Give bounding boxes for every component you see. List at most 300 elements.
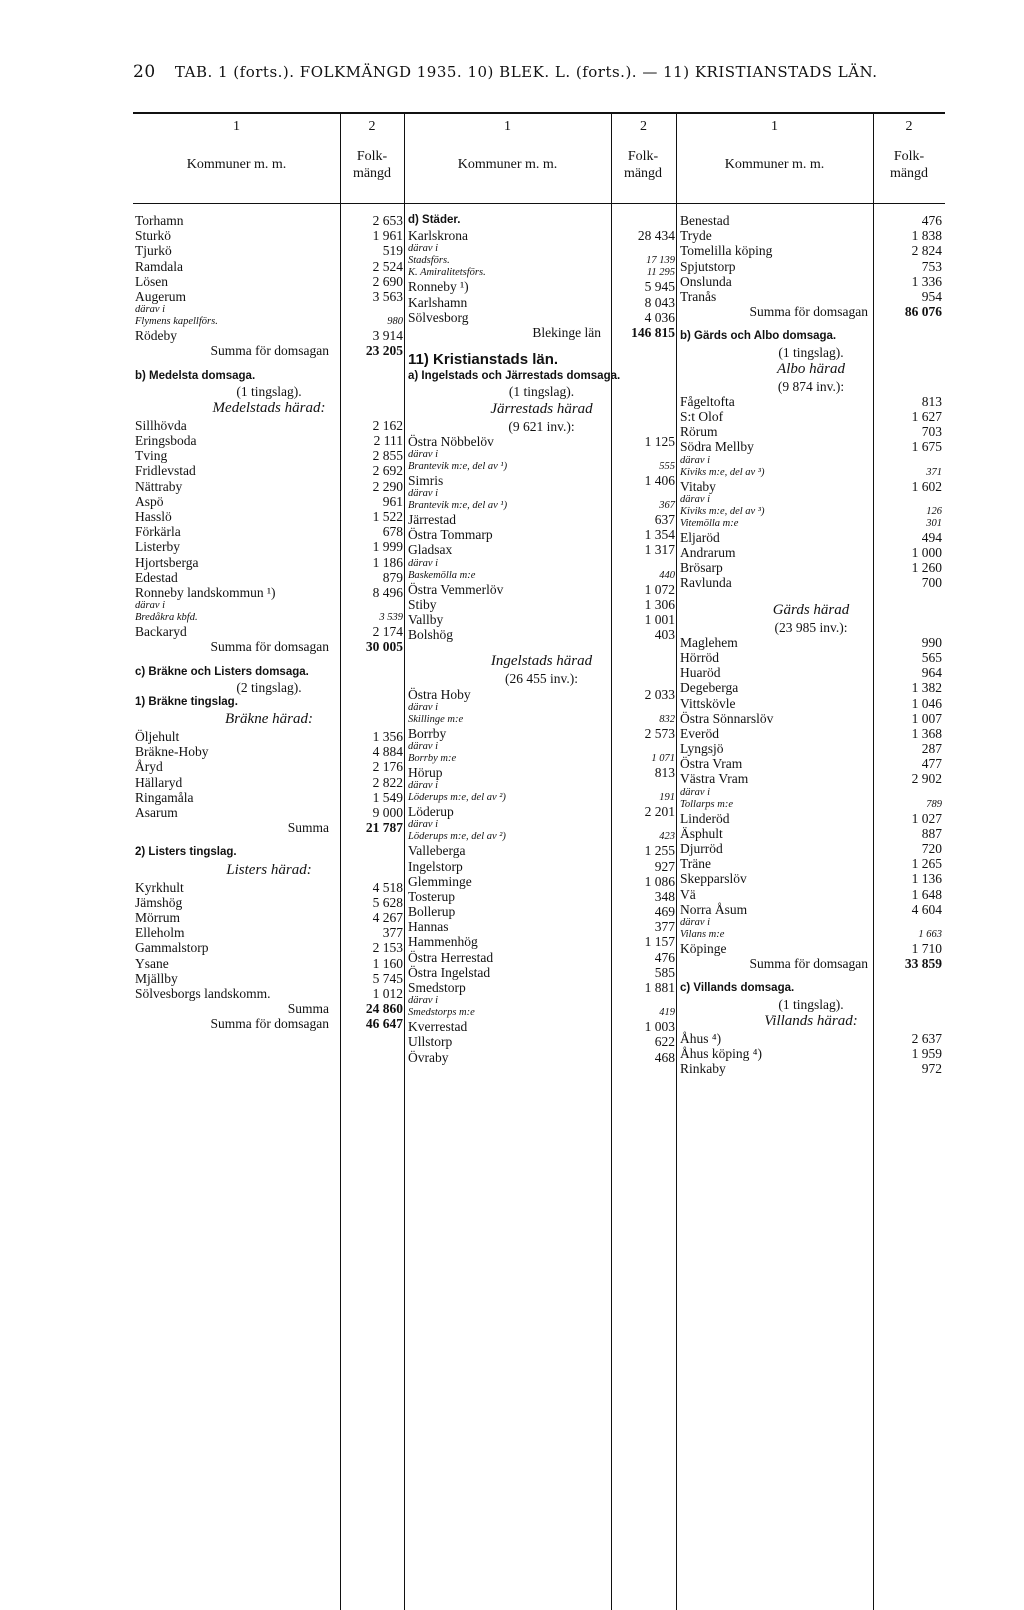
row-value: 469 bbox=[654, 904, 675, 920]
row-value: 86 076 bbox=[904, 304, 942, 320]
row-label: Stadsförs. bbox=[408, 255, 450, 267]
row-label: (1 tingslag). bbox=[778, 344, 844, 360]
table-row bbox=[680, 887, 942, 902]
row-value: 2 637 bbox=[911, 1030, 942, 1046]
section-heading bbox=[135, 369, 403, 384]
sub-row bbox=[408, 792, 675, 804]
table-row bbox=[680, 409, 942, 424]
row-value: 419 bbox=[659, 1007, 675, 1019]
row-value: 2 902 bbox=[911, 771, 942, 787]
row-label: Östra Ingelstad bbox=[408, 964, 491, 980]
table-row bbox=[680, 243, 942, 258]
row-value: 622 bbox=[654, 1034, 675, 1050]
row-label: c) Bräkne och Listers domsaga. bbox=[135, 665, 309, 678]
row-label: Lyngsjö bbox=[680, 741, 724, 757]
row-value: 367 bbox=[659, 500, 675, 512]
header-divider-rule bbox=[133, 203, 945, 204]
row-value: 440 bbox=[659, 569, 675, 581]
row-label: Kiviks m:e, del av ³) bbox=[680, 505, 765, 517]
row-label: Gärds härad bbox=[772, 601, 850, 618]
sub-row bbox=[680, 799, 942, 811]
row-label: Maglehem bbox=[680, 634, 738, 650]
row-label: Ullstorp bbox=[408, 1034, 453, 1050]
sub-row bbox=[408, 1007, 675, 1019]
table-row bbox=[408, 919, 675, 934]
sub-row bbox=[408, 267, 675, 279]
table-row bbox=[408, 980, 675, 995]
table-row bbox=[408, 1034, 675, 1049]
row-label: Tranås bbox=[680, 288, 717, 304]
row-value: 1 627 bbox=[911, 409, 942, 425]
table-row bbox=[135, 805, 403, 820]
row-label: Eringsboda bbox=[135, 433, 197, 449]
column-3 bbox=[680, 213, 942, 1076]
row-value: 1 406 bbox=[644, 472, 675, 488]
total-row bbox=[135, 820, 403, 835]
row-label: därav i bbox=[408, 557, 439, 569]
district-title bbox=[135, 710, 403, 729]
row-label: därav i bbox=[680, 493, 711, 505]
sub-row bbox=[408, 702, 675, 714]
row-value: 377 bbox=[654, 919, 675, 935]
row-label: Järrestads härad bbox=[490, 400, 593, 417]
table-row bbox=[408, 687, 675, 702]
row-value: 30 005 bbox=[365, 639, 403, 655]
row-value: 3 563 bbox=[372, 288, 403, 304]
table-row bbox=[680, 771, 942, 786]
row-value: 4 036 bbox=[644, 309, 675, 325]
page-title: TAB. 1 (forts.). FOLKMÄNGD 1935. 10) BLEK. L. (forts.). — 11) KRISTIANSTADS LÄN. bbox=[174, 63, 878, 81]
row-label: (26 455 inv.): bbox=[505, 671, 578, 687]
row-value: 126 bbox=[926, 505, 942, 517]
section-heading bbox=[680, 981, 942, 996]
county-heading bbox=[408, 350, 675, 369]
row-label: därav i bbox=[680, 454, 711, 466]
table-row bbox=[135, 956, 403, 971]
sub-row bbox=[680, 467, 942, 479]
row-label: Äsphult bbox=[680, 825, 723, 841]
sub-row bbox=[680, 455, 942, 467]
table-row bbox=[680, 856, 942, 871]
table-row bbox=[680, 871, 942, 886]
row-value: 2 174 bbox=[372, 624, 403, 640]
row-value: 21 787 bbox=[365, 820, 403, 836]
table-row bbox=[408, 434, 675, 449]
row-value: 703 bbox=[921, 424, 942, 440]
row-value: 1 000 bbox=[911, 545, 942, 560]
row-value: 1 046 bbox=[911, 695, 942, 711]
table-row bbox=[135, 228, 403, 243]
row-label: Sölvesborg bbox=[408, 309, 469, 325]
row-value: 964 bbox=[921, 665, 942, 681]
row-value: 2 822 bbox=[372, 774, 403, 790]
row-label: Djurröd bbox=[680, 841, 723, 856]
column-2 bbox=[408, 213, 675, 1065]
table-row bbox=[408, 542, 675, 557]
sub-row bbox=[135, 600, 403, 612]
row-label: Linderöd bbox=[680, 810, 730, 826]
row-value: 1 675 bbox=[911, 439, 942, 455]
table-row bbox=[135, 494, 403, 509]
row-value: 720 bbox=[921, 841, 942, 856]
row-value: 3 539 bbox=[379, 612, 403, 624]
table-row bbox=[680, 635, 942, 650]
row-label: Ysane bbox=[135, 955, 169, 971]
table-row bbox=[680, 811, 942, 826]
table-row bbox=[135, 585, 403, 600]
table-row bbox=[135, 895, 403, 910]
row-label: därav i bbox=[135, 600, 166, 612]
total-row bbox=[408, 325, 675, 340]
table-row bbox=[135, 624, 403, 639]
table-row bbox=[135, 259, 403, 274]
table-row bbox=[408, 612, 675, 627]
row-label: Södra Mellby bbox=[680, 439, 754, 455]
table-row bbox=[408, 582, 675, 597]
row-value: 146 815 bbox=[631, 324, 675, 340]
row-label: Tving bbox=[135, 448, 168, 464]
spacer bbox=[135, 359, 403, 369]
table-row bbox=[135, 910, 403, 925]
sub-row bbox=[680, 518, 942, 530]
row-value: 1 881 bbox=[644, 980, 675, 995]
row-value: 2 201 bbox=[644, 804, 675, 820]
sub-row bbox=[408, 570, 675, 582]
page-number: 20 bbox=[133, 62, 156, 82]
sub-row bbox=[408, 488, 675, 500]
row-value: 1 001 bbox=[644, 612, 675, 627]
col2-name-header: Kommuner m. m. bbox=[457, 157, 558, 172]
table-row bbox=[408, 1019, 675, 1034]
row-value: 348 bbox=[654, 888, 675, 904]
table-row bbox=[408, 765, 675, 780]
district-title bbox=[408, 652, 675, 671]
table-row bbox=[135, 433, 403, 448]
row-label: Östra Sönnarslöv bbox=[680, 710, 774, 726]
row-label: Asarum bbox=[135, 805, 178, 820]
table-row bbox=[135, 289, 403, 304]
row-label: Augerum bbox=[135, 288, 186, 304]
row-value: 813 bbox=[921, 393, 942, 409]
section-note bbox=[135, 384, 403, 399]
row-label: Medelstads härad: bbox=[212, 399, 326, 416]
row-value: 1 356 bbox=[372, 729, 403, 745]
sub-row bbox=[680, 506, 942, 518]
table-row bbox=[135, 274, 403, 289]
table-row bbox=[680, 941, 942, 956]
row-value: 1 602 bbox=[911, 478, 942, 494]
row-value: 5 745 bbox=[372, 970, 403, 986]
table-row bbox=[408, 804, 675, 819]
table-row bbox=[680, 560, 942, 575]
row-label: 11) Kristianstads län. bbox=[408, 351, 559, 369]
table-row bbox=[408, 512, 675, 527]
row-value: 4 604 bbox=[911, 901, 942, 917]
total-row bbox=[135, 343, 403, 358]
section-note bbox=[408, 419, 675, 434]
table-row bbox=[680, 741, 942, 756]
col1-folk-number: 2 bbox=[368, 119, 376, 134]
row-value: 887 bbox=[921, 825, 942, 841]
table-row bbox=[135, 555, 403, 570]
table-row bbox=[135, 986, 403, 1001]
sub-row bbox=[680, 917, 942, 929]
row-label: Tomelilla köping bbox=[680, 243, 773, 259]
row-label: Villands härad: bbox=[764, 1012, 858, 1029]
table-row bbox=[680, 545, 942, 560]
table-row bbox=[680, 424, 942, 439]
row-label: därav i bbox=[408, 701, 439, 713]
row-label: Lösen bbox=[135, 273, 168, 289]
row-value: 1 368 bbox=[911, 725, 942, 741]
col1-folk-header: Folk- mängd bbox=[352, 149, 392, 181]
page-header bbox=[133, 62, 878, 82]
row-value: 2 690 bbox=[372, 273, 403, 289]
row-label: därav i bbox=[408, 243, 439, 255]
row-label: Sölvesborgs landskomm. bbox=[135, 985, 271, 1001]
table-row bbox=[680, 1031, 942, 1046]
spacer bbox=[680, 319, 942, 329]
table-row bbox=[680, 439, 942, 454]
row-label: Löderups m:e, del av ²) bbox=[408, 831, 506, 843]
row-label: Rinkaby bbox=[680, 1061, 726, 1077]
spacer bbox=[135, 655, 403, 665]
row-label: Vitaby bbox=[680, 478, 716, 494]
spacer bbox=[408, 642, 675, 652]
row-label: Stiby bbox=[408, 596, 437, 612]
row-label: Brösarp bbox=[680, 560, 723, 576]
row-label: Summa bbox=[287, 1001, 329, 1017]
row-value: 468 bbox=[654, 1049, 675, 1065]
section-note bbox=[680, 379, 942, 394]
district-title bbox=[680, 360, 942, 379]
total-row bbox=[135, 1001, 403, 1016]
table-row bbox=[408, 473, 675, 488]
row-label: Simris bbox=[408, 472, 444, 488]
row-label: Summa för domsagan bbox=[210, 1016, 329, 1032]
row-value: 832 bbox=[659, 713, 675, 725]
row-value: 990 bbox=[921, 634, 942, 650]
table-row bbox=[408, 726, 675, 741]
row-label: Summa för domsagan bbox=[749, 304, 868, 320]
row-value: 1 012 bbox=[372, 985, 403, 1001]
row-label: Smedstorps m:e bbox=[408, 1007, 475, 1019]
row-label: (23 985 inv.): bbox=[774, 619, 848, 635]
col2-name-number: 1 bbox=[504, 119, 511, 134]
table-row bbox=[135, 971, 403, 986]
table-row bbox=[408, 843, 675, 858]
col3-folk-header: Folk- mängd bbox=[889, 149, 929, 181]
row-label: Skillinge m:e bbox=[408, 713, 464, 725]
section-heading bbox=[135, 845, 403, 860]
row-label: Förkärla bbox=[135, 524, 181, 540]
row-label: Bredåkra kbfd. bbox=[135, 612, 198, 624]
table-row bbox=[135, 790, 403, 805]
row-label: Onslunda bbox=[680, 273, 732, 289]
row-label: Baskemölla m:e bbox=[408, 569, 476, 581]
sub-row bbox=[408, 780, 675, 792]
row-value: 301 bbox=[926, 517, 942, 529]
row-value: 1 959 bbox=[911, 1045, 942, 1061]
row-label: Öljehult bbox=[135, 729, 180, 745]
row-label: Vä bbox=[680, 886, 696, 902]
row-label: därav i bbox=[408, 740, 439, 752]
row-value: 2 524 bbox=[372, 258, 403, 274]
spacer bbox=[408, 340, 675, 350]
row-label: Glemminge bbox=[408, 873, 472, 889]
row-label: Åryd bbox=[135, 759, 163, 775]
table-row bbox=[135, 524, 403, 539]
total-row bbox=[135, 1016, 403, 1031]
row-label: Valleberga bbox=[408, 843, 466, 859]
row-label: Östra Nöbbelöv bbox=[408, 433, 494, 449]
row-label: Kyrkhult bbox=[135, 879, 184, 895]
row-value: 191 bbox=[659, 792, 675, 804]
row-value: 1 317 bbox=[644, 542, 675, 558]
row-label: Fågeltofta bbox=[680, 393, 735, 409]
row-value: 2 653 bbox=[372, 213, 403, 228]
row-label: Västra Vram bbox=[680, 771, 749, 787]
row-label: Mörrum bbox=[135, 909, 180, 925]
table-row bbox=[135, 880, 403, 895]
row-value: 585 bbox=[654, 964, 675, 980]
sub-row bbox=[408, 558, 675, 570]
row-label: Köpinge bbox=[680, 940, 727, 956]
sub-row bbox=[408, 819, 675, 831]
sub-row bbox=[408, 741, 675, 753]
col3-name-header: Kommuner m. m. bbox=[724, 157, 825, 172]
row-label: Ringamåla bbox=[135, 789, 194, 805]
row-value: 11 295 bbox=[646, 267, 675, 279]
col3-name-number: 1 bbox=[771, 119, 778, 134]
row-value: 2 176 bbox=[372, 759, 403, 775]
row-value: 1 260 bbox=[911, 560, 942, 576]
row-value: 1 125 bbox=[644, 433, 675, 449]
row-label: Torhamn bbox=[135, 213, 184, 228]
row-label: b) Medelsta domsaga. bbox=[135, 369, 256, 382]
row-value: 17 139 bbox=[646, 255, 675, 267]
row-label: Hasslö bbox=[135, 509, 172, 524]
row-value: 980 bbox=[387, 316, 403, 328]
row-value: 403 bbox=[654, 627, 675, 643]
district-title bbox=[135, 861, 403, 880]
row-label: Eljaröd bbox=[680, 529, 720, 545]
row-label: Everöd bbox=[680, 725, 719, 741]
row-value: 2 573 bbox=[644, 725, 675, 741]
row-label: Rörum bbox=[680, 424, 718, 440]
row-value: 2 692 bbox=[372, 463, 403, 479]
row-label: 1) Bräkne tingslag. bbox=[135, 695, 238, 708]
row-label: (1 tingslag). bbox=[778, 996, 844, 1012]
row-value: 972 bbox=[921, 1061, 942, 1077]
row-value: 1 136 bbox=[911, 871, 942, 887]
row-label: Borrby bbox=[408, 725, 447, 741]
row-label: Brantevik m:e, del av ¹) bbox=[408, 460, 508, 472]
sub-row bbox=[135, 304, 403, 316]
table-row bbox=[408, 527, 675, 542]
row-value: 519 bbox=[382, 243, 403, 259]
sub-row bbox=[680, 929, 942, 941]
row-value: 476 bbox=[921, 213, 942, 228]
row-value: 477 bbox=[921, 756, 942, 772]
row-value: 1 071 bbox=[651, 752, 675, 764]
row-value: 1 663 bbox=[918, 928, 942, 940]
row-value: 789 bbox=[926, 798, 942, 810]
row-label: Bolshög bbox=[408, 627, 454, 643]
col1-name-header: Kommuner m. m. bbox=[186, 157, 287, 172]
row-value: 287 bbox=[921, 741, 942, 757]
table-row bbox=[680, 1046, 942, 1061]
row-label: Ronneby landskommun ¹) bbox=[135, 584, 276, 600]
col2-folk-number: 2 bbox=[640, 119, 647, 134]
table-row bbox=[408, 228, 675, 243]
row-label: Östra Herrestad bbox=[408, 949, 494, 965]
row-value: 1 382 bbox=[911, 680, 942, 696]
row-label: 2) Listers tingslag. bbox=[135, 846, 237, 859]
row-value: 371 bbox=[926, 466, 942, 478]
sub-row bbox=[408, 995, 675, 1007]
table-row bbox=[135, 775, 403, 790]
row-label: Fridlevstad bbox=[135, 463, 196, 479]
row-value: 1 072 bbox=[644, 581, 675, 597]
sub-row bbox=[408, 753, 675, 765]
table-row bbox=[680, 213, 942, 228]
row-label: Östra Hoby bbox=[408, 686, 471, 702]
table-row bbox=[680, 394, 942, 409]
row-label: Tollarps m:e bbox=[680, 798, 733, 810]
row-value: 46 647 bbox=[365, 1016, 403, 1032]
row-value: 1 999 bbox=[372, 539, 403, 555]
row-label: Listers härad: bbox=[226, 861, 312, 878]
row-value: 1 160 bbox=[372, 955, 403, 971]
section-note bbox=[135, 680, 403, 695]
row-label: Bräkne-Hoby bbox=[135, 744, 209, 760]
row-value: 9 000 bbox=[372, 805, 403, 820]
row-label: Kverrestad bbox=[408, 1019, 468, 1035]
row-value: 2 824 bbox=[911, 243, 942, 259]
sub-row bbox=[135, 612, 403, 624]
spacer bbox=[680, 971, 942, 981]
table-row bbox=[135, 570, 403, 585]
table-row bbox=[135, 744, 403, 759]
row-value: 4 518 bbox=[372, 879, 403, 895]
table-row bbox=[135, 213, 403, 228]
row-label: Vitemölla m:e bbox=[680, 517, 739, 529]
row-label: Ravlunda bbox=[680, 575, 732, 591]
section-note bbox=[408, 671, 675, 686]
section-heading bbox=[408, 369, 675, 384]
row-label: därav i bbox=[408, 819, 439, 831]
sub-row bbox=[408, 461, 675, 473]
row-value: 2 162 bbox=[372, 417, 403, 433]
row-label: Andrarum bbox=[680, 545, 736, 560]
row-label: Ingelstads härad bbox=[490, 653, 593, 670]
row-label: Summa för domsagan bbox=[210, 639, 329, 655]
row-value: 700 bbox=[921, 575, 942, 591]
table-row bbox=[135, 729, 403, 744]
row-label: därav i bbox=[680, 786, 711, 798]
row-label: Hörröd bbox=[680, 649, 719, 665]
col2-folk-header: Folk- mängd bbox=[623, 149, 663, 181]
row-label: Edestad bbox=[135, 569, 178, 585]
row-value: 3 914 bbox=[372, 328, 403, 344]
row-label: Ronneby ¹) bbox=[408, 279, 469, 295]
table-row bbox=[680, 902, 942, 917]
table-row bbox=[680, 696, 942, 711]
row-label: Sturkö bbox=[135, 228, 172, 244]
row-label: Backaryd bbox=[135, 624, 187, 640]
row-label: Bollerup bbox=[408, 904, 456, 920]
